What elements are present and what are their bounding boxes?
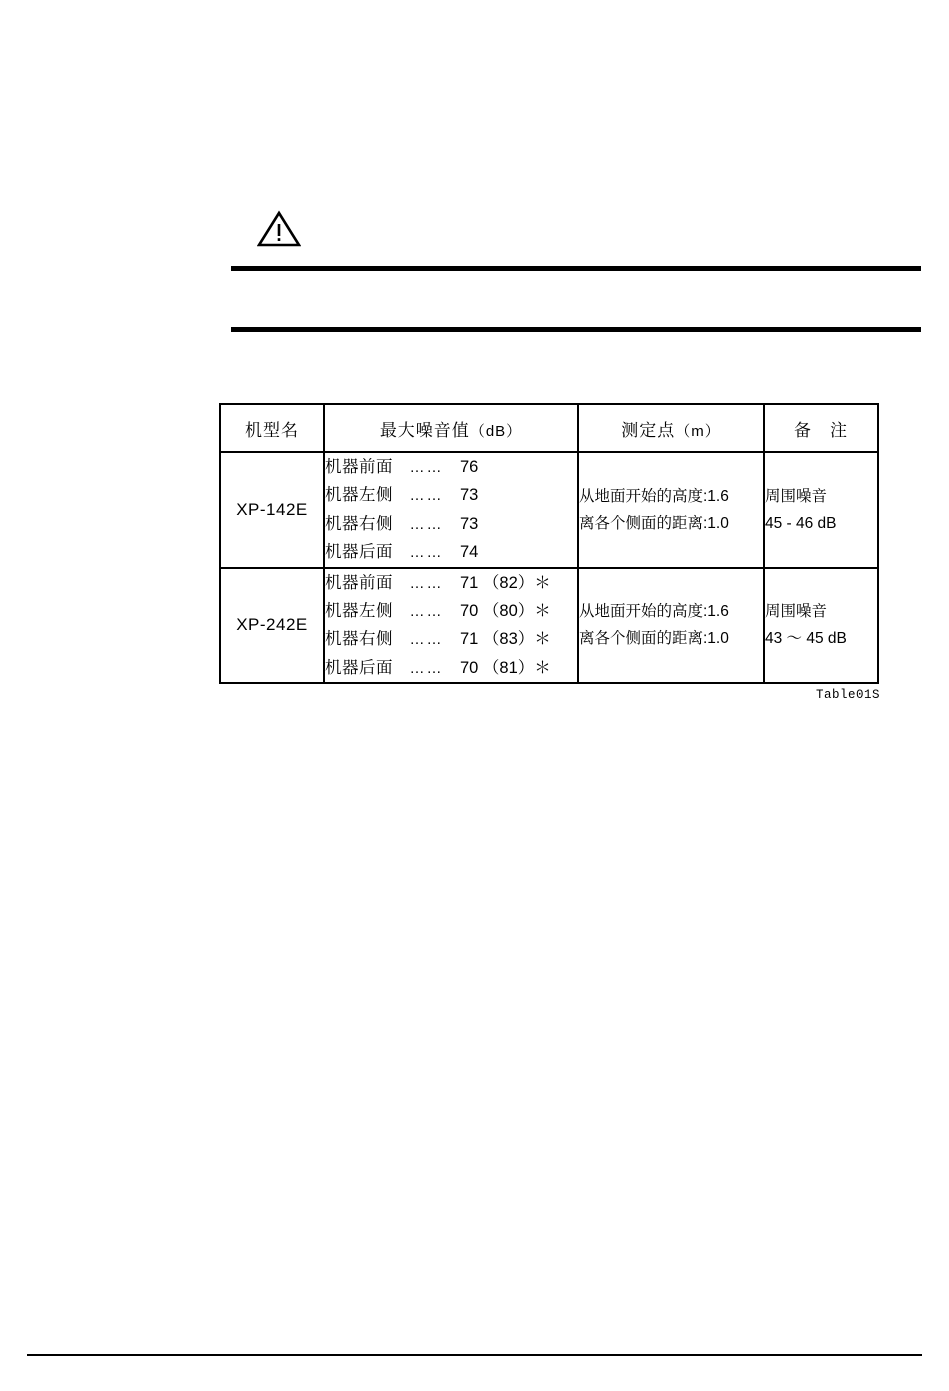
remark-line: 周围噪音	[765, 603, 828, 621]
remark-line: 43 ～ 45 dB	[765, 630, 847, 648]
remark-line: 周围噪音	[765, 487, 828, 505]
noise-position-label: 机器右侧	[325, 630, 393, 649]
noise-position-label: 机器左侧	[325, 601, 393, 620]
noise-value-line	[325, 654, 577, 682]
header-max-noise-label: 最大噪音值	[379, 420, 470, 440]
header-model	[220, 404, 324, 452]
table-row	[220, 452, 878, 568]
cell-remark	[764, 452, 878, 568]
cell-remark	[764, 568, 878, 684]
noise-value: 71 （82）＊	[460, 573, 551, 592]
noise-level-table	[219, 403, 879, 684]
footer-divider	[27, 1354, 922, 1356]
noise-position-label: 机器前面	[325, 458, 393, 476]
header-measure-point	[578, 404, 764, 452]
leader-dots: ……	[409, 602, 444, 620]
header-remark-label: 备 注	[794, 420, 848, 440]
header-remark	[764, 404, 878, 452]
warning-notice-block	[231, 210, 921, 332]
noise-value-line	[325, 538, 577, 566]
header-max-noise	[324, 404, 578, 452]
noise-value-line	[325, 510, 577, 538]
noise-value-line	[325, 453, 577, 481]
leader-dots: ……	[409, 459, 444, 476]
model-name: XP-142E	[236, 499, 308, 519]
noise-value: 74	[460, 543, 479, 562]
warning-triangle-icon	[257, 210, 301, 248]
noise-value: 71 （83）＊	[460, 630, 551, 649]
cell-model	[220, 452, 324, 568]
cell-measure-point	[578, 568, 764, 684]
remark-line: 45 - 46 dB	[765, 514, 837, 532]
noise-value: 76	[460, 458, 479, 476]
noise-value: 73	[460, 486, 479, 505]
noise-value: 73	[460, 514, 479, 533]
measure-point-line: 离各个侧面的距离:1.0	[579, 630, 729, 648]
cell-noise-values	[324, 568, 578, 684]
leader-dots: ……	[409, 515, 444, 533]
cell-measure-point	[578, 452, 764, 568]
cell-model	[220, 568, 324, 684]
measure-point-line: 从地面开始的高度:1.6	[579, 603, 729, 621]
table-header-row	[220, 404, 878, 452]
header-measure-point-label: 测定点	[621, 420, 676, 440]
leader-dots: ……	[409, 631, 444, 649]
noise-value-line	[325, 597, 577, 625]
noise-value: 70 （80）＊	[460, 601, 551, 620]
noise-value-line	[325, 569, 577, 597]
divider-rule-bottom	[231, 327, 921, 332]
noise-value-line	[325, 625, 577, 653]
noise-position-label: 机器后面	[325, 543, 393, 562]
measure-point-line: 离各个侧面的距离:1.0	[579, 514, 729, 532]
model-name: XP-242E	[236, 615, 308, 635]
table-caption: Table01S	[816, 688, 881, 702]
leader-dots: ……	[409, 544, 444, 562]
cell-noise-values	[324, 452, 578, 568]
header-model-label: 机型名	[245, 420, 299, 440]
measure-point-line: 从地面开始的高度:1.6	[579, 487, 729, 505]
noise-position-label: 机器左侧	[325, 486, 393, 505]
leader-dots: ……	[409, 574, 444, 592]
noise-value: 70 （81）＊	[460, 658, 551, 677]
noise-position-label: 机器前面	[325, 573, 393, 592]
noise-value-line	[325, 481, 577, 509]
divider-rule-top	[231, 266, 921, 271]
header-measure-point-unit: （m）	[675, 422, 721, 440]
leader-dots: ……	[409, 487, 444, 505]
header-max-noise-unit: （dB）	[469, 422, 523, 440]
noise-position-label: 机器后面	[325, 658, 393, 677]
noise-position-label: 机器右侧	[325, 514, 393, 533]
table-row	[220, 568, 878, 684]
leader-dots: ……	[409, 659, 444, 677]
